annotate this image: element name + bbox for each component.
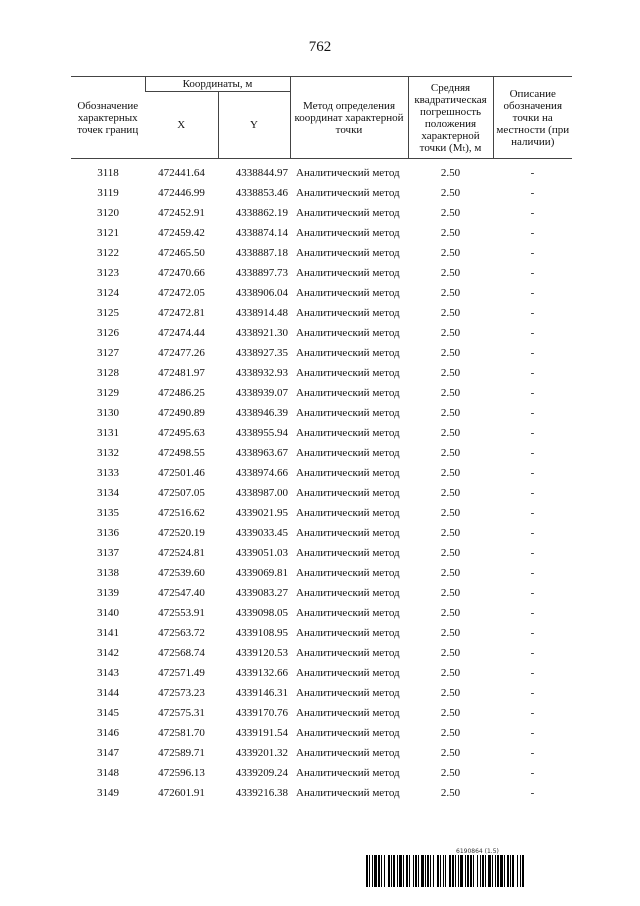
cell-method: Аналитический метод [296, 507, 400, 519]
cell-coord-y: 4338932.93 [235, 367, 288, 379]
cell-point-id: 3127 [97, 347, 119, 359]
cell-coord-y: 4338921.30 [235, 327, 288, 339]
cell-coord-y: 4339083.27 [235, 587, 288, 599]
cell-method: Аналитический метод [296, 527, 400, 539]
cell-error: 2.50 [440, 487, 461, 499]
cell-description: - [530, 687, 535, 699]
cell-point-id: 3129 [97, 387, 119, 399]
cell-description: - [530, 387, 535, 399]
table-row [71, 483, 572, 503]
cell-point-id: 3124 [97, 287, 119, 299]
cell-point-id: 3136 [97, 527, 119, 539]
cell-coord-x: 472490.89 [158, 407, 205, 419]
barcode-bar [477, 855, 478, 887]
cell-coord-y: 4338906.04 [235, 287, 288, 299]
header-method: Метод определения координат характерной точки [290, 77, 408, 159]
cell-coord-x: 472520.19 [158, 527, 205, 539]
cell-error: 2.50 [440, 787, 461, 799]
cell-point-id: 3145 [97, 707, 119, 719]
cell-coord-x: 472589.71 [158, 747, 205, 759]
barcode-bar [485, 855, 486, 887]
table-body [71, 159, 572, 804]
cell-method: Аналитический метод [296, 347, 400, 359]
cell-coord-y: 4339146.31 [235, 687, 288, 699]
cell-method: Аналитический метод [296, 267, 400, 279]
cell-coord-y: 4338963.67 [235, 447, 288, 459]
table-row [71, 183, 572, 203]
barcode-bar [391, 855, 392, 887]
table-row [71, 703, 572, 723]
cell-description: - [530, 247, 535, 259]
cell-coord-x: 472446.99 [158, 187, 205, 199]
cell-description: - [530, 367, 535, 379]
cell-point-id: 3135 [97, 507, 119, 519]
cell-description: - [530, 447, 535, 459]
cell-coord-y: 4339170.76 [235, 707, 288, 719]
cell-coord-x: 472573.23 [158, 687, 205, 699]
cell-method: Аналитический метод [296, 407, 400, 419]
table-row [71, 223, 572, 243]
cell-error: 2.50 [440, 187, 461, 199]
cell-coord-x: 472568.74 [158, 647, 205, 659]
table-row [71, 203, 572, 223]
barcode-bar [437, 855, 439, 887]
cell-coord-y: 4339033.45 [235, 527, 288, 539]
barcode-bar [455, 855, 456, 887]
cell-coord-y: 4338955.94 [235, 427, 288, 439]
cell-coord-y: 4339132.66 [235, 667, 288, 679]
barcode-bar [384, 855, 385, 887]
barcode-bar [460, 855, 463, 887]
barcode-bar [372, 855, 373, 887]
barcode-bar [415, 855, 417, 887]
cell-coord-x: 472575.31 [158, 707, 205, 719]
cell-coord-x: 472547.40 [158, 587, 205, 599]
cell-point-id: 3146 [97, 727, 119, 739]
table-row [71, 723, 572, 743]
cell-method: Аналитический метод [296, 567, 400, 579]
table-row [71, 383, 572, 403]
cell-method: Аналитический метод [296, 187, 400, 199]
barcode-bar [512, 855, 514, 887]
table-row [71, 503, 572, 523]
cell-point-id: 3142 [97, 647, 119, 659]
cell-error: 2.50 [440, 467, 461, 479]
header-description: Описание обозначения точки на местности (при наличии) [493, 77, 572, 159]
cell-coord-x: 472495.63 [158, 427, 205, 439]
cell-coord-x: 472524.81 [158, 547, 205, 559]
cell-description: - [530, 507, 535, 519]
cell-coord-x: 472472.05 [158, 287, 205, 299]
cell-description: - [530, 267, 535, 279]
cell-error: 2.50 [440, 167, 461, 179]
cell-point-id: 3133 [97, 467, 119, 479]
cell-error: 2.50 [440, 327, 461, 339]
cell-method: Аналитический метод [296, 307, 400, 319]
cell-description: - [530, 707, 535, 719]
header-y: Y [218, 92, 290, 159]
cell-point-id: 3148 [97, 767, 119, 779]
cell-description: - [530, 287, 535, 299]
cell-method: Аналитический метод [296, 447, 400, 459]
cell-coord-x: 472563.72 [158, 627, 205, 639]
cell-description: - [530, 427, 535, 439]
barcode-bar [480, 855, 481, 887]
coordinates-table [71, 76, 572, 803]
barcode-bar [393, 855, 395, 887]
cell-method: Аналитический метод [296, 387, 400, 399]
cell-error: 2.50 [440, 507, 461, 519]
table-row [71, 543, 572, 563]
cell-description: - [530, 587, 535, 599]
cell-coord-x: 472441.64 [158, 167, 205, 179]
cell-point-id: 3121 [97, 227, 119, 239]
barcode-bar [467, 855, 469, 887]
cell-point-id: 3139 [97, 587, 119, 599]
table-row [71, 263, 572, 283]
cell-description: - [530, 647, 535, 659]
cell-coord-y: 4338853.46 [235, 187, 288, 199]
barcode-bar [418, 855, 419, 887]
cell-method: Аналитический метод [296, 767, 400, 779]
barcode-bar [497, 855, 499, 887]
cell-coord-x: 472601.91 [158, 787, 205, 799]
cell-coord-y: 4339216.38 [235, 787, 288, 799]
cell-method: Аналитический метод [296, 287, 400, 299]
barcode-bar [449, 855, 451, 887]
header-x: X [145, 92, 218, 159]
cell-coord-x: 472581.70 [158, 727, 205, 739]
cell-point-id: 3138 [97, 567, 119, 579]
cell-method: Аналитический метод [296, 787, 400, 799]
cell-point-id: 3128 [97, 367, 119, 379]
cell-error: 2.50 [440, 287, 461, 299]
cell-coord-x: 472516.62 [158, 507, 205, 519]
barcode-bar [520, 855, 521, 887]
cell-point-id: 3143 [97, 667, 119, 679]
cell-coord-y: 4338844.97 [235, 167, 288, 179]
barcode-bar [452, 855, 454, 887]
cell-coord-y: 4338897.73 [235, 267, 288, 279]
cell-error: 2.50 [440, 527, 461, 539]
cell-error: 2.50 [440, 687, 461, 699]
barcode-bar [427, 855, 429, 887]
barcode-bar [409, 855, 410, 887]
cell-method: Аналитический метод [296, 167, 400, 179]
barcode-bar [510, 855, 511, 887]
cell-description: - [530, 627, 535, 639]
cell-method: Аналитический метод [296, 247, 400, 259]
cell-method: Аналитический метод [296, 327, 400, 339]
cell-description: - [530, 547, 535, 559]
header-coordinates: Координаты, м [145, 77, 290, 92]
cell-method: Аналитический метод [296, 607, 400, 619]
barcode-bar [482, 855, 484, 887]
cell-error: 2.50 [440, 367, 461, 379]
table-row [71, 603, 572, 623]
cell-description: - [530, 527, 535, 539]
table-row [71, 583, 572, 603]
barcode-bar [500, 855, 503, 887]
cell-point-id: 3122 [97, 247, 119, 259]
table-row [71, 159, 572, 184]
cell-error: 2.50 [440, 707, 461, 719]
barcode-bar [495, 855, 496, 887]
table-row [71, 423, 572, 443]
cell-coord-y: 4338946.39 [235, 407, 288, 419]
cell-coord-x: 472486.25 [158, 387, 205, 399]
cell-coord-x: 472452.91 [158, 207, 205, 219]
cell-description: - [530, 307, 535, 319]
table-row [71, 623, 572, 643]
cell-error: 2.50 [440, 227, 461, 239]
barcode-bar [399, 855, 402, 887]
cell-method: Аналитический метод [296, 707, 400, 719]
table-row [71, 243, 572, 263]
cell-error: 2.50 [440, 767, 461, 779]
cell-coord-y: 4338874.14 [235, 227, 288, 239]
cell-point-id: 3125 [97, 307, 119, 319]
table-row [71, 643, 572, 663]
barcode-bar [425, 855, 426, 887]
cell-error: 2.50 [440, 307, 461, 319]
cell-description: - [530, 407, 535, 419]
cell-coord-y: 4338887.18 [235, 247, 288, 259]
cell-coord-x: 472501.46 [158, 467, 205, 479]
cell-coord-x: 472507.05 [158, 487, 205, 499]
cell-error: 2.50 [440, 427, 461, 439]
cell-error: 2.50 [440, 667, 461, 679]
barcode-bar [504, 855, 505, 887]
cell-coord-x: 472472.81 [158, 307, 205, 319]
table-row [71, 343, 572, 363]
cell-method: Аналитический метод [296, 727, 400, 739]
cell-point-id: 3130 [97, 407, 119, 419]
cell-coord-y: 4339069.81 [235, 567, 288, 579]
cell-point-id: 3126 [97, 327, 119, 339]
cell-description: - [530, 607, 535, 619]
table-row [71, 563, 572, 583]
cell-point-id: 3149 [97, 787, 119, 799]
cell-description: - [530, 187, 535, 199]
barcode-bar [522, 855, 524, 887]
header-error: Средняя квадратическая погрешность положения характерной точки (Mₜ), м [408, 77, 493, 159]
table-row [71, 523, 572, 543]
header-point-designation: Обозначение характерных точек границ [71, 77, 145, 159]
cell-coord-y: 4339051.03 [235, 547, 288, 559]
cell-method: Аналитический метод [296, 467, 400, 479]
cell-coord-x: 472459.42 [158, 227, 205, 239]
cell-error: 2.50 [440, 407, 461, 419]
cell-coord-x: 472481.97 [158, 367, 205, 379]
cell-error: 2.50 [440, 567, 461, 579]
cell-point-id: 3144 [97, 687, 119, 699]
cell-coord-y: 4339201.32 [235, 747, 288, 759]
barcode-bar [374, 855, 377, 887]
barcode-bar [473, 855, 474, 887]
cell-method: Аналитический метод [296, 367, 400, 379]
barcode-bar [517, 855, 518, 887]
cell-coord-y: 4338974.66 [235, 467, 288, 479]
cell-method: Аналитический метод [296, 587, 400, 599]
barcode [366, 855, 584, 887]
table-row [71, 283, 572, 303]
cell-method: Аналитический метод [296, 207, 400, 219]
cell-coord-y: 4339209.24 [235, 767, 288, 779]
cell-error: 2.50 [440, 207, 461, 219]
cell-description: - [530, 487, 535, 499]
cell-coord-y: 4339191.54 [235, 727, 288, 739]
cell-method: Аналитический метод [296, 427, 400, 439]
document-stamp: 6190864 (1.5) [456, 848, 499, 855]
table-row [71, 443, 572, 463]
barcode-bar [458, 855, 459, 887]
cell-coord-x: 472474.44 [158, 327, 205, 339]
cell-coord-x: 472539.60 [158, 567, 205, 579]
barcode-bar [378, 855, 380, 887]
barcode-bar [403, 855, 404, 887]
cell-method: Аналитический метод [296, 667, 400, 679]
barcode-bar [421, 855, 424, 887]
cell-error: 2.50 [440, 627, 461, 639]
cell-coord-y: 4339098.05 [235, 607, 288, 619]
cell-method: Аналитический метод [296, 547, 400, 559]
table-row [71, 303, 572, 323]
cell-error: 2.50 [440, 247, 461, 259]
cell-description: - [530, 227, 535, 239]
barcode-bar [430, 855, 431, 887]
table-row [71, 783, 572, 803]
cell-description: - [530, 467, 535, 479]
cell-coord-y: 4339108.95 [235, 627, 288, 639]
barcode-bar [369, 855, 370, 887]
cell-point-id: 3141 [97, 627, 119, 639]
cell-description: - [530, 667, 535, 679]
table-row [71, 683, 572, 703]
cell-description: - [530, 787, 535, 799]
cell-coord-x: 472596.13 [158, 767, 205, 779]
cell-point-id: 3131 [97, 427, 119, 439]
cell-coord-x: 472553.91 [158, 607, 205, 619]
cell-point-id: 3118 [97, 167, 119, 179]
cell-method: Аналитический метод [296, 647, 400, 659]
barcode-bar [465, 855, 466, 887]
cell-coord-y: 4339120.53 [235, 647, 288, 659]
cell-error: 2.50 [440, 647, 461, 659]
cell-description: - [530, 747, 535, 759]
cell-error: 2.50 [440, 447, 461, 459]
table-row [71, 403, 572, 423]
cell-description: - [530, 327, 535, 339]
barcode-bar [381, 855, 382, 887]
cell-point-id: 3137 [97, 547, 119, 559]
cell-error: 2.50 [440, 747, 461, 759]
cell-point-id: 3134 [97, 487, 119, 499]
barcode-bar [492, 855, 493, 887]
barcode-bar [470, 855, 472, 887]
cell-method: Аналитический метод [296, 627, 400, 639]
cell-description: - [530, 167, 535, 179]
cell-point-id: 3147 [97, 747, 119, 759]
cell-coord-y: 4338927.35 [235, 347, 288, 359]
page-number: 762 [308, 39, 332, 55]
cell-coord-x: 472571.49 [158, 667, 205, 679]
cell-point-id: 3123 [97, 267, 119, 279]
barcode-bar [388, 855, 390, 887]
cell-coord-y: 4339021.95 [235, 507, 288, 519]
barcode-bar [406, 855, 408, 887]
cell-coord-y: 4338862.19 [235, 207, 288, 219]
table-row [71, 463, 572, 483]
cell-point-id: 3120 [97, 207, 119, 219]
cell-description: - [530, 767, 535, 779]
cell-error: 2.50 [440, 387, 461, 399]
cell-method: Аналитический метод [296, 227, 400, 239]
barcode-bar [443, 855, 444, 887]
barcode-bar [445, 855, 446, 887]
table-row [71, 743, 572, 763]
cell-method: Аналитический метод [296, 487, 400, 499]
barcode-bar [440, 855, 441, 887]
cell-error: 2.50 [440, 267, 461, 279]
cell-error: 2.50 [440, 347, 461, 359]
table-row [71, 363, 572, 383]
cell-point-id: 3132 [97, 447, 119, 459]
cell-description: - [530, 567, 535, 579]
table-row [71, 663, 572, 683]
cell-coord-y: 4338914.48 [235, 307, 288, 319]
cell-coord-x: 472470.66 [158, 267, 205, 279]
cell-error: 2.50 [440, 727, 461, 739]
cell-error: 2.50 [440, 607, 461, 619]
cell-method: Аналитический метод [296, 747, 400, 759]
barcode-bar [488, 855, 491, 887]
barcode-bar [397, 855, 398, 887]
cell-coord-x: 472477.26 [158, 347, 205, 359]
cell-coord-x: 472465.50 [158, 247, 205, 259]
cell-method: Аналитический метод [296, 687, 400, 699]
cell-coord-y: 4338987.00 [235, 487, 288, 499]
table-row [71, 763, 572, 783]
cell-description: - [530, 347, 535, 359]
cell-error: 2.50 [440, 587, 461, 599]
cell-description: - [530, 207, 535, 219]
barcode-bar [433, 855, 434, 887]
cell-point-id: 3140 [97, 607, 119, 619]
cell-error: 2.50 [440, 547, 461, 559]
cell-coord-y: 4338939.07 [235, 387, 288, 399]
cell-description: - [530, 727, 535, 739]
cell-point-id: 3119 [97, 187, 119, 199]
barcode-bar [413, 855, 414, 887]
barcode-bar [366, 855, 368, 887]
barcode-bar [507, 855, 509, 887]
table-row [71, 323, 572, 343]
cell-coord-x: 472498.55 [158, 447, 205, 459]
